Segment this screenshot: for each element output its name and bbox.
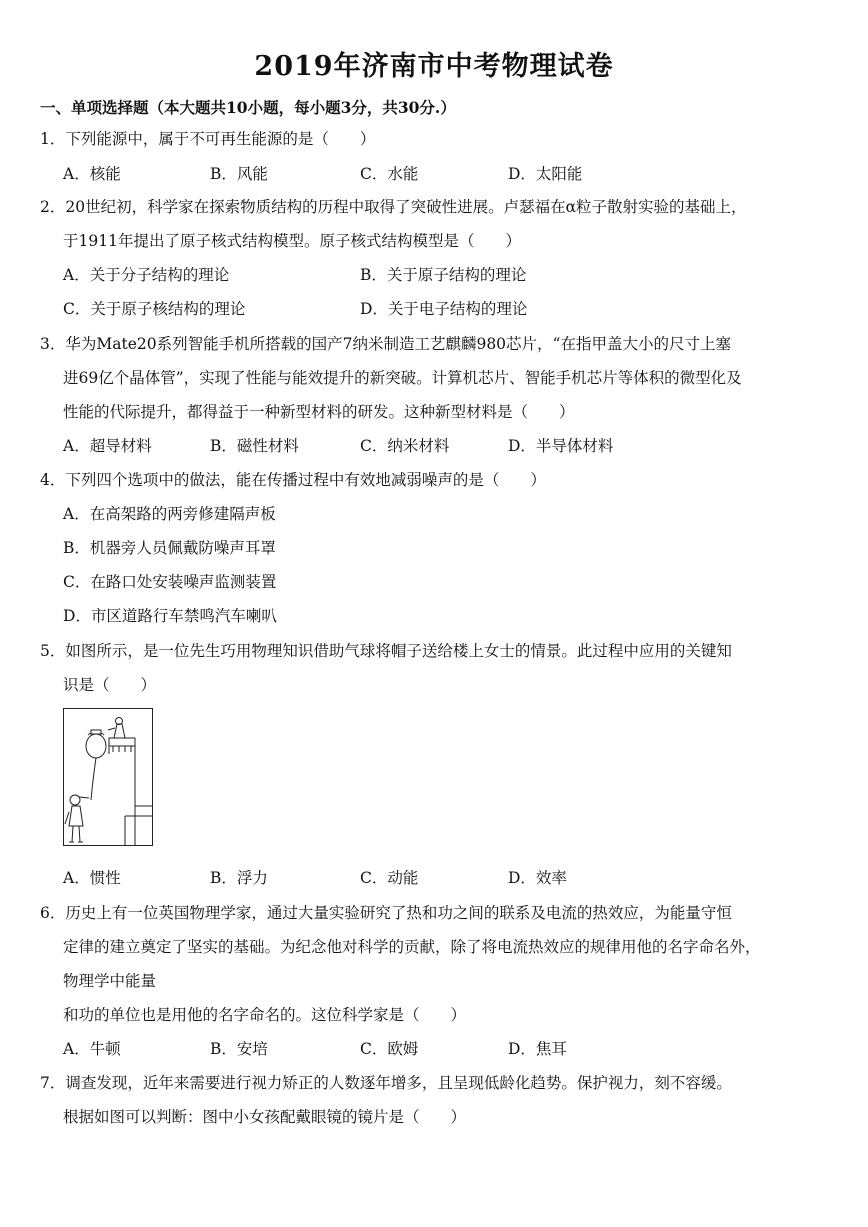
- question-3-stem-line-3: 性能的代际提升，都得益于一种新型材料的研发。这种新型材料是（ ）: [63, 403, 575, 421]
- question-1-stem: 1．下列能源中，属于不可再生能源的是（ ）: [40, 130, 376, 148]
- section-heading: 一、单项选择题（本大题共10小题，每小题3分，共30分.）: [40, 98, 456, 117]
- question-4-option-c: C．在路口处安装噪声监测装置: [63, 573, 277, 591]
- question-6-stem-line-3: 物理学中能量: [63, 972, 157, 990]
- question-3-option-c: C．纳米材料: [360, 437, 450, 455]
- question-5-option-b: B．浮力: [210, 869, 268, 887]
- question-3-option-d: D．半导体材料: [508, 437, 614, 455]
- question-5-option-d: D．效率: [508, 869, 567, 887]
- question-1-option-d: D．太阳能: [508, 165, 583, 183]
- question-6-option-d: D．焦耳: [508, 1040, 567, 1058]
- figure-frame: [64, 709, 153, 846]
- question-5-option-a: A．惯性: [63, 869, 121, 887]
- question-3-option-a: A．超导材料: [63, 437, 152, 455]
- question-3-option-b: B．磁性材料: [210, 437, 299, 455]
- question-6-stem-line-4: 和功的单位也是用他的名字命名的。这位科学家是（ ）: [63, 1006, 467, 1024]
- question-2-stem-line-1: 2．20世纪初，科学家在探索物质结构的历程中取得了突破性进展。卢瑟福在α粒子散射实验的基础上，: [40, 198, 747, 216]
- question-6-option-b: B．安培: [210, 1040, 268, 1058]
- question-1-option-b: B．风能: [210, 165, 268, 183]
- question-3-stem-line-1: 3．华为Mate20系列智能手机所搭载的国产7纳米制造工艺麒麟980芯片，“在指甲盖大小的尺寸上塞: [40, 335, 731, 353]
- question-2-option-c: C．关于原子核结构的理论: [63, 300, 246, 318]
- exam-title: 2019年济南市中考物理试卷: [254, 51, 614, 82]
- question-2-stem-line-2: 于1911年提出了原子核式结构模型。原子核式结构模型是（ ）: [63, 232, 521, 250]
- question-6-option-c: C．欧姆: [360, 1040, 419, 1058]
- question-6-stem-line-1: 6．历史上有一位英国物理学家，通过大量实验研究了热和功之间的联系及电流的热效应，为能量守恒: [40, 904, 732, 922]
- question-6-stem-line-2: 定律的建立奠定了坚实的基础。为纪念他对科学的贡献，除了将电流热效应的规律用他的名字命名外，: [63, 938, 761, 956]
- question-5-stem-line-1: 5．如图所示，是一位先生巧用物理知识借助气球将帽子送给楼上女士的情景。此过程中应用的关键知: [40, 642, 732, 660]
- question-1-option-c: C．水能: [360, 165, 419, 183]
- question-4-option-d: D．市区道路行车禁鸣汽车喇叭: [63, 607, 277, 625]
- question-7-stem-line-1: 7．调查发现，近年来需要进行视力矫正的人数逐年增多，且呈现低龄化趋势。保护视力，刻不容缓。: [40, 1074, 732, 1092]
- question-4-option-a: A．在高架路的两旁修建隔声板: [63, 505, 276, 523]
- question-2-option-d: D．关于电子结构的理论: [360, 300, 528, 318]
- question-5-stem-line-2: 识是（ ）: [63, 676, 157, 694]
- question-4-stem: 4．下列四个选项中的做法，能在传播过程中有效地减弱噪声的是（ ）: [40, 471, 546, 489]
- question-6-option-a: A．牛顿: [63, 1040, 121, 1058]
- question-3-stem-line-2: 进69亿个晶体管”，实现了性能与能效提升的新突破。计算机芯片、智能手机芯片等体积的微型化及: [63, 369, 742, 387]
- balloon-hat-figure: [63, 708, 153, 846]
- question-7-stem-line-2: 根据如图可以判断：图中小女孩配戴眼镜的镜片是（ ）: [63, 1108, 467, 1126]
- question-2-option-b: B．关于原子结构的理论: [360, 266, 527, 284]
- question-5-option-c: C．动能: [360, 869, 419, 887]
- question-2-option-a: A．关于分子结构的理论: [63, 266, 230, 284]
- question-1-option-a: A．核能: [63, 165, 121, 183]
- question-4-option-b: B．机器旁人员佩戴防噪声耳罩: [63, 539, 276, 557]
